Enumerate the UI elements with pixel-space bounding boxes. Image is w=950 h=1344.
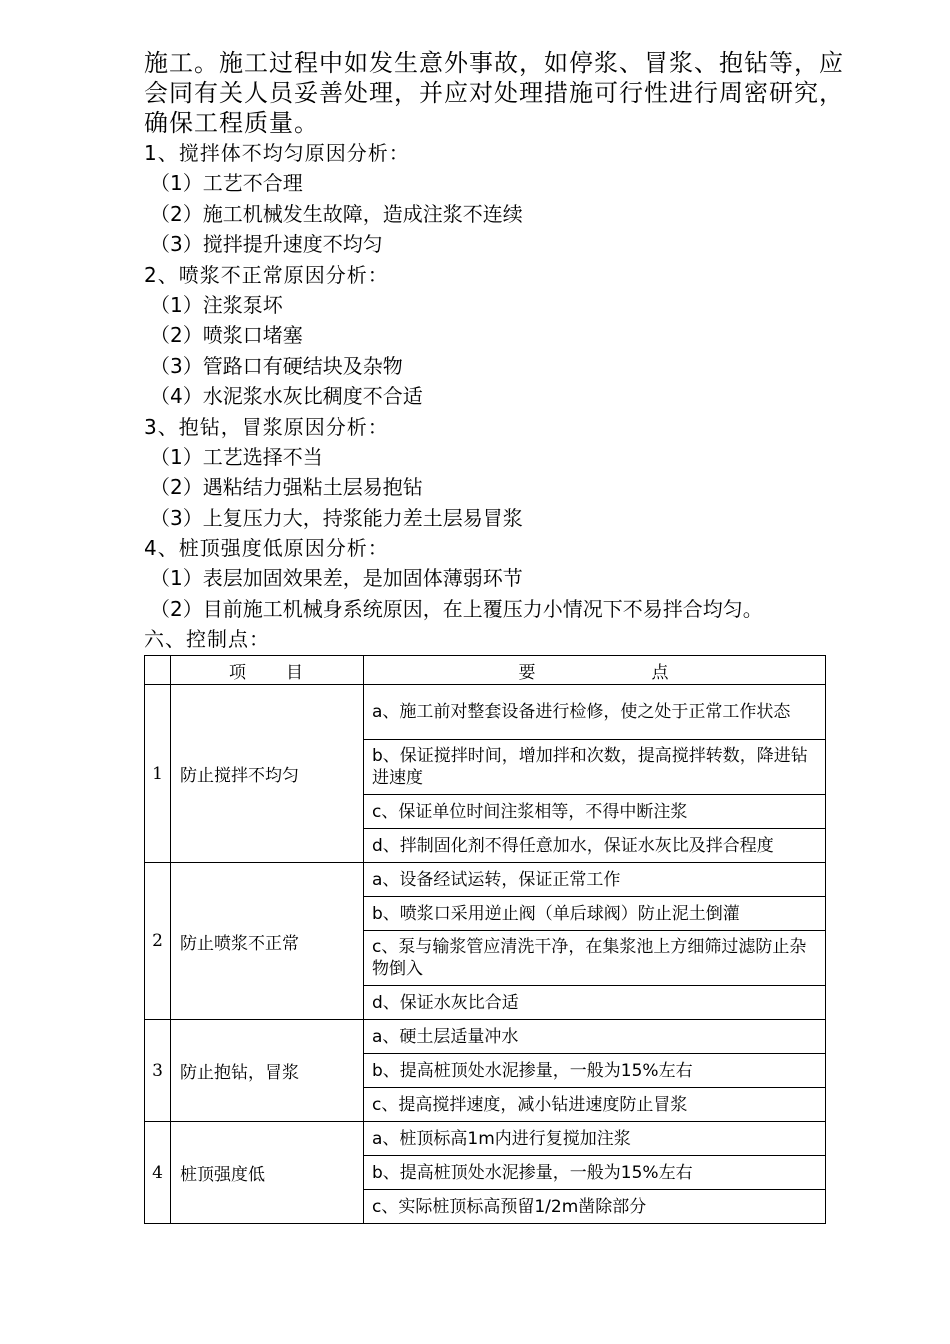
row-number: 1 bbox=[145, 685, 171, 863]
header-points: 要 点 bbox=[364, 656, 826, 685]
row-point: b、保证搅拌时间，增加拌和次数，提高搅拌转数，降进钻进速度 bbox=[364, 740, 826, 795]
row-point: c、泵与输浆管应清洗干净，在集浆池上方细筛过滤防止杂物倒入 bbox=[364, 931, 826, 986]
row-point: a、桩顶标高1m内进行复搅加注浆 bbox=[364, 1122, 826, 1156]
table-row bbox=[145, 1020, 826, 1054]
header-item: 项 目 bbox=[171, 656, 364, 685]
list-item: （1）工艺选择不当 bbox=[150, 444, 323, 469]
list-item: （1）表层加固效果差，是加固体薄弱环节 bbox=[150, 566, 523, 591]
row-point: a、硬土层适量冲水 bbox=[364, 1020, 826, 1054]
document-body bbox=[144, 48, 884, 655]
table-row bbox=[145, 1122, 826, 1156]
row-item: 桩顶强度低 bbox=[171, 1122, 364, 1224]
intro-line: 确保工程质量。 bbox=[144, 109, 319, 137]
intro-line: 会同有关人员妥善处理，并应对处理措施可行性进行周密研究， bbox=[144, 79, 844, 107]
list-item: （3）搅拌提升速度不均匀 bbox=[150, 232, 383, 257]
section-heading: 1、搅拌体不均匀原因分析： bbox=[144, 141, 410, 165]
row-point: b、提高桩顶处水泥掺量，一般为15%左右 bbox=[364, 1156, 826, 1190]
row-point: a、设备经试运转，保证正常工作 bbox=[364, 863, 826, 897]
row-point: d、拌制固化剂不得任意加水，保证水灰比及拌合程度 bbox=[364, 829, 826, 863]
list-item: （3）管路口有硬结块及杂物 bbox=[150, 353, 403, 378]
row-point: d、保证水灰比合适 bbox=[364, 986, 826, 1020]
table-header-row bbox=[145, 656, 826, 685]
section-heading: 2、喷浆不正常原因分析： bbox=[144, 262, 389, 287]
section-heading: 六、控制点： bbox=[144, 627, 270, 652]
row-number: 4 bbox=[145, 1122, 171, 1224]
row-point: a、施工前对整套设备进行检修，使之处于正常工作状态 bbox=[364, 685, 826, 740]
list-item: （2）施工机械发生故障，造成注浆不连续 bbox=[150, 201, 523, 226]
intro-paragraph bbox=[144, 48, 884, 138]
analysis-list bbox=[144, 138, 884, 655]
row-point: c、保证单位时间注浆相等，不得中断注浆 bbox=[364, 795, 826, 829]
control-points-table bbox=[144, 655, 826, 1224]
section-heading: 3、抱钻，冒浆原因分析： bbox=[144, 414, 389, 439]
row-point: b、提高桩顶处水泥掺量，一般为15%左右 bbox=[364, 1054, 826, 1088]
row-number: 2 bbox=[145, 863, 171, 1020]
list-item: （2）目前施工机械身系统原因，在上覆压力小情况下不易拌合均匀。 bbox=[150, 596, 763, 621]
row-point: b、喷浆口采用逆止阀（单后球阀）防止泥土倒灌 bbox=[364, 897, 826, 931]
list-item: （1）注浆泵坏 bbox=[150, 292, 283, 317]
table-row bbox=[145, 685, 826, 740]
row-number: 3 bbox=[145, 1020, 171, 1122]
row-point: c、提高搅拌速度，减小钻进速度防止冒浆 bbox=[364, 1088, 826, 1122]
row-item: 防止喷浆不正常 bbox=[171, 863, 364, 1020]
list-item: （2）喷浆口堵塞 bbox=[150, 323, 303, 348]
list-item: （3）上复压力大，持浆能力差土层易冒浆 bbox=[150, 505, 523, 530]
list-item: （4）水泥浆水灰比稠度不合适 bbox=[150, 384, 423, 409]
list-item: （1）工艺不合理 bbox=[150, 171, 303, 196]
section-heading: 4、桩顶强度低原因分析： bbox=[144, 536, 389, 561]
table-row bbox=[145, 863, 826, 897]
intro-line: 施工。施工过程中如发生意外事故，如停浆、冒浆、抱钻等，应 bbox=[144, 49, 844, 77]
row-item: 防止抱钻，冒浆 bbox=[171, 1020, 364, 1122]
header-no bbox=[145, 656, 171, 685]
row-point: c、实际桩顶标高预留1/2m凿除部分 bbox=[364, 1190, 826, 1224]
row-item: 防止搅拌不均匀 bbox=[171, 685, 364, 863]
list-item: （2）遇粘结力强粘土层易抱钻 bbox=[150, 475, 423, 500]
